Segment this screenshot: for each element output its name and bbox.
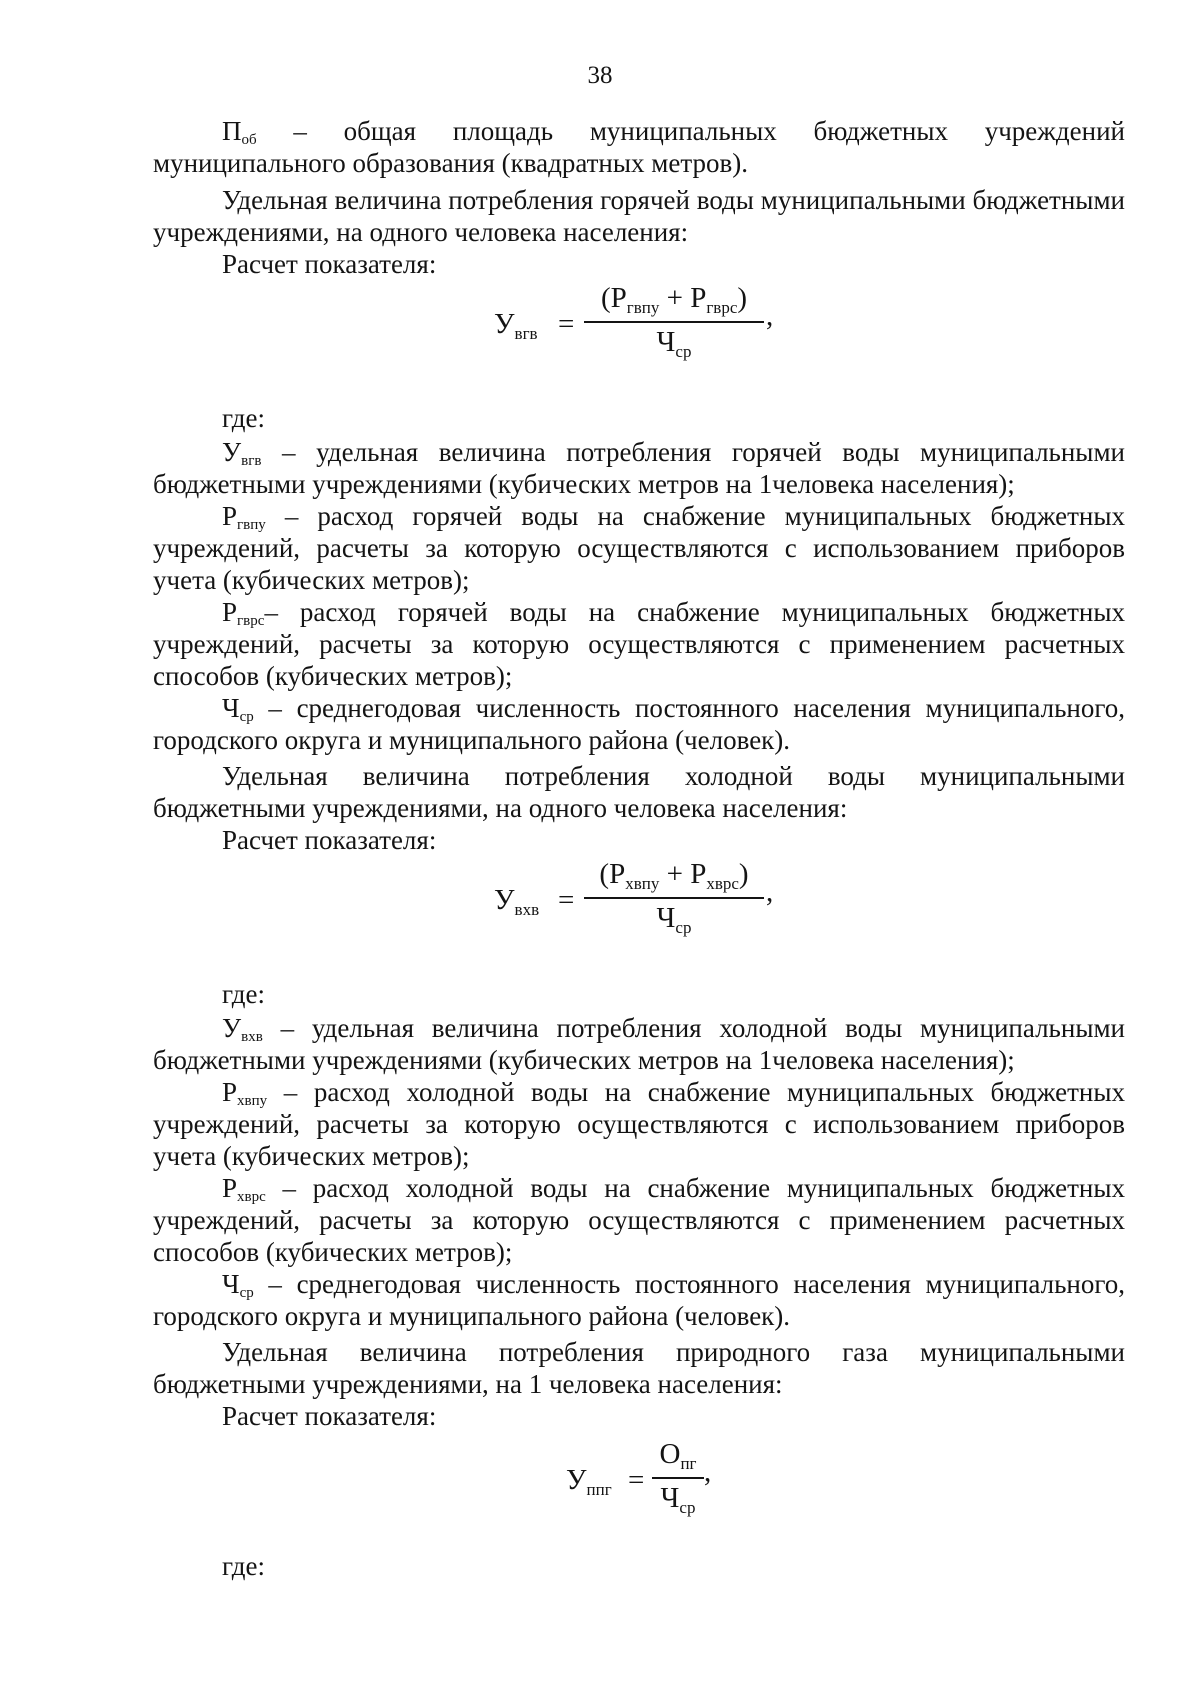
cold-water-intro: Удельная величина потребления холодной воды муниципальными бюджетными учреждениями, на одного человека населения:: [153, 761, 1125, 823]
formula-equals: =: [628, 1464, 645, 1496]
calc-label-gas: Расчет показателя:: [222, 1401, 437, 1431]
formula-denominator: $Ч_{ср}$: [660, 1482, 696, 1517]
definition-u-vhv: $У_{вхв}$ – удельная величина потребления холодной воды муниципальными бюджетными учреждениями (кубических метров на 1человека населения);: [153, 1013, 1125, 1075]
formula-numerator: $(Р_{гвпу} + Р_{гврс})$: [600, 282, 748, 317]
formula-numerator: $(Р_{хвпу} + Р_{хврс})$: [599, 858, 749, 893]
formula-lhs: $У_{ппг}$: [566, 1464, 612, 1499]
definition-text: – общая площадь муниципальных бюджетных учреждений муниципального образования (квадратных метров).: [153, 116, 1125, 178]
definition-p-gvrs: $Р_{гврс}-$ расход горячей воды на снабжение муниципальных бюджетных учреждений, расчеты за которую осуществляются с применением расчетных способов (кубических метров);: [153, 597, 1125, 691]
fraction-bar: [584, 321, 764, 323]
where-label-gas: где:: [222, 1551, 265, 1581]
formula-numerator: $О_{пг}$: [659, 1438, 697, 1473]
definition-p-ob: [153, 115, 1125, 179]
formula-denominator: $Ч_{ср}$: [656, 902, 692, 937]
where-label-hot: где:: [222, 403, 265, 433]
symbol: П: [222, 116, 242, 146]
definition-p-hvrs: $Р_{хврс}$ – расход холодной воды на снабжение муниципальных бюджетных учреждений, расчеты за которую осуществляются с применением расчетных способов (кубических метров);: [153, 1173, 1125, 1267]
hot-water-intro: Удельная величина потребления горячей воды муниципальными бюджетными учреждениями, на одного человека населения:: [153, 185, 1125, 247]
formula-lhs: $У_{вгв}$: [494, 308, 538, 343]
calc-label-hot: Расчет показателя:: [222, 249, 437, 279]
symbol-sub: об: [241, 132, 257, 148]
definition-p-gvpu: $Р_{гвпу}$ – расход горячей воды на снабжение муниципальных бюджетных учреждений, расчеты за которую осуществляются с использованием приборов учета (кубических метров);: [153, 501, 1125, 595]
definition-u-vgv: $У_{вгв}$ – удельная величина потребления горячей воды муниципальными бюджетными учреждениями (кубических метров на 1человека населения);: [153, 437, 1125, 499]
formula-equals: =: [558, 308, 575, 340]
where-label-cold: где:: [222, 979, 265, 1009]
formula-equals: =: [558, 884, 575, 916]
definition-ch-sr-hot: $Ч_{ср}$ – среднегодовая численность постоянного населения муниципального, городского округа и муниципального района (человек).: [153, 693, 1125, 755]
fraction-bar: [584, 897, 764, 899]
formula-comma: ,: [704, 1456, 712, 1488]
gas-intro: Удельная величина потребления природного газа муниципальными бюджетными учреждениями, на 1 человека населения:: [153, 1337, 1125, 1399]
formula-comma: ,: [766, 300, 774, 332]
formula-denominator: $Ч_{ср}$: [656, 326, 692, 361]
page-number: 38: [587, 62, 613, 89]
calc-label-cold: Расчет показателя:: [222, 825, 437, 855]
formula-cold-water: [494, 858, 774, 956]
formula-lhs: $У_{вхв}$: [494, 884, 540, 919]
formula-hot-water: [494, 282, 774, 380]
definition-ch-sr-cold: $Ч_{ср}$ – среднегодовая численность постоянного населения муниципального, городского округа и муниципального района (человек).: [153, 1269, 1125, 1331]
fraction-bar: [652, 1477, 704, 1479]
definition-p-hvpu: $Р_{хвпу}$ – расход холодной воды на снабжение муниципальных бюджетных учреждений, расчеты за которую осуществляются с использованием приборов учета (кубических метров);: [153, 1077, 1125, 1171]
formula-comma: ,: [766, 876, 774, 908]
formula-gas: [566, 1438, 716, 1536]
